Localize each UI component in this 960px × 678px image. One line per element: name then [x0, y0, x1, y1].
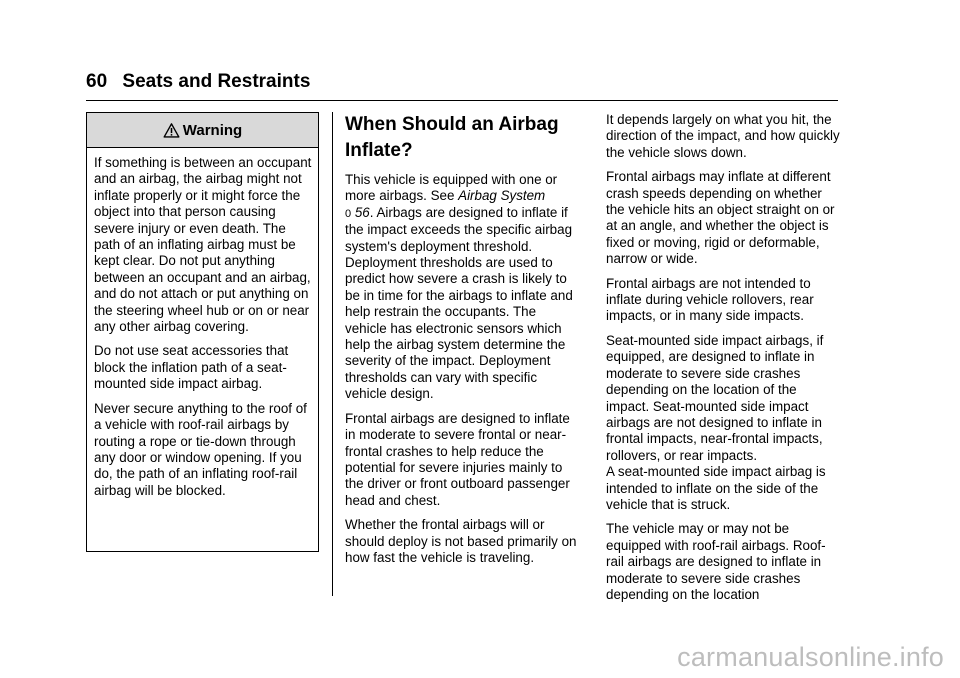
header-rule — [86, 100, 838, 101]
warning-box — [86, 112, 319, 552]
page-header — [86, 70, 836, 94]
page-number: 60 — [86, 71, 108, 92]
paragraph: This vehicle is equipped with one or more airbags. See Airbag System 0 56. Airbags are designed to inflate if the impact exceeds the specific airbag system's deployment threshold. Deployment thresholds are used to predict how severe a crash is likely to be in time for the airbags to inflate and help restrain the occupants. The vehicle has electronic sensors which help the airbag system determine the severity of the impact. Deployment thresholds can vary with specific vehicle design. — [345, 172, 573, 402]
warning-paragraph: Never secure anything to the roof of a vehicle with roof-rail airbags by routing a rope or tie-down through any door or window opening. If you do, the path of an inflating roof-rail airbag will be blocked. — [94, 400, 307, 498]
section-heading: When Should an Airbag Inflate? — [345, 114, 559, 161]
paragraph: Frontal airbags may inflate at different crash speeds depending on whether the vehicle hits an object straight on or at an angle, and whether the object is fixed or moving, rigid or deformable, narrow or wide. — [606, 169, 835, 267]
column-main — [345, 112, 581, 574]
warning-header — [87, 113, 318, 148]
page-reference-icon: 0 — [345, 207, 352, 220]
paragraph: Frontal airbags are designed to inflate in moderate to severe frontal or near-frontal crashes to help reduce the potential for severe injuries mainly to the driver or front outboard passenger head and chest. — [345, 410, 570, 508]
warning-paragraph: Do not use seat accessories that block the inflation path of a seat-mounted side impact airbag. — [94, 343, 289, 392]
paragraph: Frontal airbags are not intended to inflate during vehicle rollovers, rear impacts, or in many side impacts. — [606, 275, 814, 324]
paragraph: Whether the frontal airbags will or should deploy is not based primarily on how fast the vehicle is traveling. — [345, 517, 577, 565]
column-right — [606, 112, 840, 611]
paragraph: Seat-mounted side impact airbags, if equipped, are designed to inflate in moderate to severe side crashes depending on the location of the impact. Seat-mounted side impact airbags are not designed to inflate in frontal impacts, near-frontal impacts, rollovers, or rear impacts. A seat-mounted side impact airbag is intended to inflate on the side of the vehicle that is struck. — [606, 332, 826, 512]
warning-body — [87, 148, 318, 499]
warning-paragraph: If something is between an occupant and an airbag, the airbag might not inflate properly or it might force the object into that person causing severe injury or even death. The path of an inflating airbag must be kept clear. Do not put anything between an occupant and an airbag, and do not attach or put anything on the steering wheel hub or on or near any other airbag covering. — [94, 155, 312, 335]
paragraph: It depends largely on what you hit, the direction of the impact, and how quickly the vehicle slows down. — [606, 112, 840, 160]
cross-reference-page[interactable]: 56 — [354, 204, 370, 220]
section-title-header: Seats and Restraints — [122, 71, 311, 92]
paragraph: The vehicle may or may not be equipped with roof-rail airbags. Roof-rail airbags are designed to inflate in moderate to severe side crashes depending on the location — [606, 521, 826, 602]
column-divider — [332, 112, 333, 596]
warning-triangle-icon — [163, 122, 180, 139]
watermark: carmanualsonline.info — [677, 642, 944, 672]
warning-title: Warning — [182, 121, 243, 139]
cross-reference-link[interactable]: Airbag System — [458, 188, 546, 204]
